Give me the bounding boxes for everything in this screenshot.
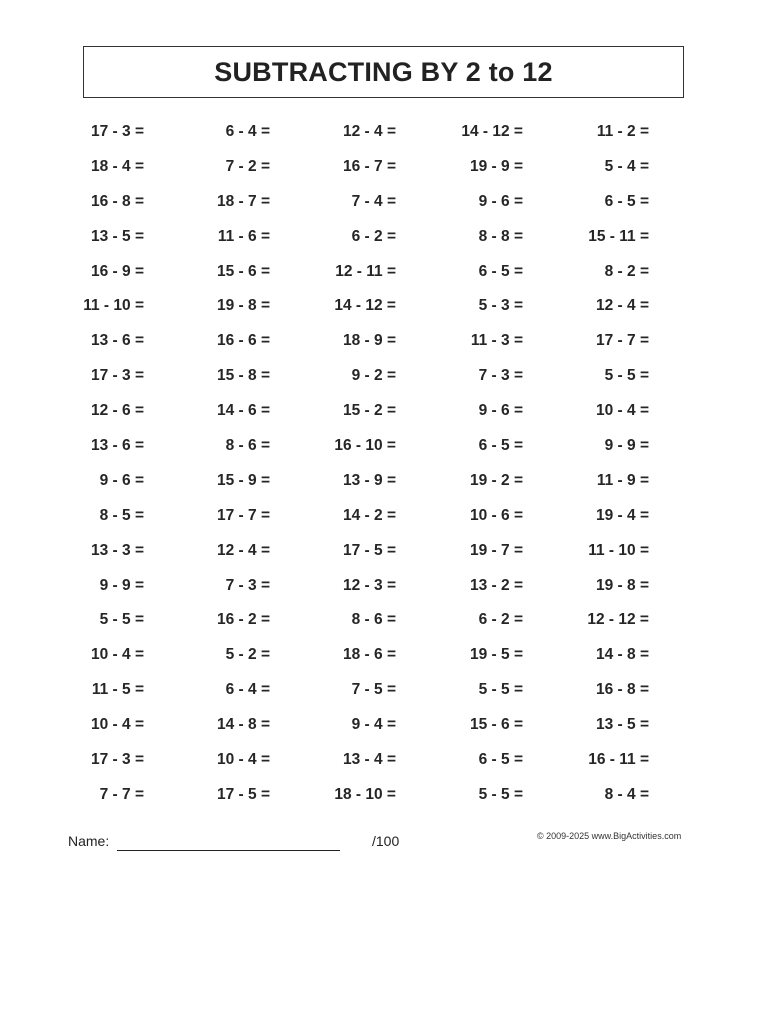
problem: 8 - 6 = <box>225 437 270 455</box>
problem: 18 - 9 = <box>343 332 396 350</box>
problem: 12 - 12 = <box>587 611 649 629</box>
problem-row <box>0 673 768 708</box>
problem: 15 - 6 = <box>470 716 523 734</box>
problem: 8 - 6 = <box>351 611 396 629</box>
problem: 16 - 7 = <box>343 157 396 175</box>
problem-grid <box>0 115 768 813</box>
problem: 12 - 4 = <box>596 297 649 315</box>
problem: 11 - 2 = <box>596 123 649 140</box>
problem: 16 - 8 = <box>91 192 144 210</box>
problem: 13 - 4 = <box>343 751 396 769</box>
problem-row <box>0 638 768 673</box>
problem: 9 - 6 = <box>99 471 144 489</box>
problem: 7 - 5 = <box>351 681 396 699</box>
problem-row <box>0 603 768 638</box>
problem: 5 - 2 = <box>225 646 270 664</box>
problem: 13 - 6 = <box>91 437 144 455</box>
problem-row <box>0 289 768 324</box>
problem: 12 - 4 = <box>217 541 270 559</box>
problem-row <box>0 429 768 464</box>
problem: 11 - 9 = <box>596 471 649 489</box>
problem: 19 - 9 = <box>470 157 523 175</box>
problem: 14 - 8 = <box>217 716 270 734</box>
problem: 13 - 3 = <box>91 541 144 559</box>
problem-row <box>0 778 768 813</box>
problem: 18 - 4 = <box>91 157 144 175</box>
title-box <box>83 46 684 98</box>
problem: 16 - 6 = <box>217 332 270 350</box>
problem: 14 - 2 = <box>343 506 396 524</box>
problem: 9 - 9 = <box>604 437 649 455</box>
name-label: Name: <box>68 833 110 849</box>
problem: 6 - 5 = <box>478 262 523 280</box>
problem: 6 - 4 = <box>225 123 270 140</box>
problem-row <box>0 743 768 778</box>
problem: 11 - 5 = <box>91 681 144 699</box>
problem: 17 - 5 = <box>217 785 270 803</box>
problem: 18 - 6 = <box>343 646 396 664</box>
problem: 13 - 6 = <box>91 332 144 350</box>
problem-row <box>0 394 768 429</box>
problem-row <box>0 534 768 569</box>
problem: 6 - 4 = <box>225 681 270 699</box>
problem: 16 - 11 = <box>588 751 649 769</box>
problem: 15 - 2 = <box>343 402 396 420</box>
problem-row <box>0 115 768 150</box>
problem: 11 - 3 = <box>470 332 523 350</box>
problem: 10 - 6 = <box>470 506 523 524</box>
problem: 15 - 11 = <box>588 227 649 245</box>
problem: 9 - 4 = <box>351 716 396 734</box>
problem: 5 - 5 = <box>604 367 649 385</box>
page-title: SUBTRACTING BY 2 to 12 <box>214 56 553 87</box>
problem: 9 - 2 = <box>351 367 396 385</box>
problem-row <box>0 220 768 255</box>
problem: 12 - 6 = <box>91 402 144 420</box>
problem: 9 - 6 = <box>478 402 523 420</box>
problem: 9 - 6 = <box>478 192 523 210</box>
problem: 12 - 3 = <box>343 576 396 594</box>
problem: 10 - 4 = <box>91 716 144 734</box>
problem: 7 - 3 = <box>225 576 270 594</box>
problem: 17 - 3 = <box>91 123 144 140</box>
problem: 8 - 2 = <box>604 262 649 280</box>
problem: 6 - 2 = <box>351 227 396 245</box>
problem: 13 - 5 = <box>596 716 649 734</box>
problem: 14 - 6 = <box>217 402 270 420</box>
problem: 17 - 3 = <box>91 751 144 769</box>
problem: 5 - 4 = <box>604 157 649 175</box>
problem: 6 - 5 = <box>604 192 649 210</box>
problem: 13 - 9 = <box>343 471 396 489</box>
problem: 6 - 5 = <box>478 751 523 769</box>
problem: 13 - 2 = <box>470 576 523 594</box>
problem-row <box>0 150 768 185</box>
problem: 14 - 8 = <box>596 646 649 664</box>
problem: 5 - 3 = <box>478 297 523 315</box>
problem: 16 - 2 = <box>217 611 270 629</box>
problem: 19 - 4 = <box>596 506 649 524</box>
problem: 8 - 4 = <box>604 785 649 803</box>
problem: 5 - 5 = <box>99 611 144 629</box>
problem: 12 - 4 = <box>343 123 396 140</box>
problem: 15 - 6 = <box>217 262 270 280</box>
problem: 17 - 7 = <box>596 332 649 350</box>
problem: 7 - 3 = <box>478 367 523 385</box>
footer <box>0 826 768 856</box>
problem-row <box>0 359 768 394</box>
problem: 8 - 8 = <box>478 227 523 245</box>
problem-row <box>0 499 768 534</box>
score-total: /100 <box>372 833 400 849</box>
problem: 19 - 7 = <box>470 541 523 559</box>
problem: 11 - 10 = <box>588 541 649 559</box>
problem: 17 - 7 = <box>217 506 270 524</box>
problem: 7 - 7 = <box>99 785 144 803</box>
problem: 15 - 9 = <box>217 471 270 489</box>
problem: 7 - 4 = <box>351 192 396 210</box>
problem-row <box>0 708 768 743</box>
problem: 19 - 8 = <box>217 297 270 315</box>
problem: 19 - 5 = <box>470 646 523 664</box>
problem: 16 - 8 = <box>596 681 649 699</box>
problem: 16 - 10 = <box>334 437 396 455</box>
problem: 15 - 8 = <box>217 367 270 385</box>
problem: 10 - 4 = <box>217 751 270 769</box>
problem: 12 - 11 = <box>335 262 396 280</box>
problem: 6 - 2 = <box>478 611 523 629</box>
problem: 10 - 4 = <box>596 402 649 420</box>
problem: 14 - 12 = <box>334 297 396 315</box>
problem: 6 - 5 = <box>478 437 523 455</box>
problem: 9 - 9 = <box>99 576 144 594</box>
problem: 19 - 8 = <box>596 576 649 594</box>
problem-row <box>0 464 768 499</box>
problem: 5 - 5 = <box>478 681 523 699</box>
name-line <box>117 850 340 851</box>
problem: 18 - 10 = <box>334 785 396 803</box>
problem: 11 - 10 = <box>83 297 144 315</box>
problem: 8 - 5 = <box>99 506 144 524</box>
problem: 11 - 6 = <box>217 227 270 245</box>
problem-row <box>0 569 768 604</box>
problem: 10 - 4 = <box>91 646 144 664</box>
problem: 17 - 5 = <box>343 541 396 559</box>
problem-row <box>0 324 768 359</box>
problem: 16 - 9 = <box>91 262 144 280</box>
problem: 17 - 3 = <box>91 367 144 385</box>
copyright: © 2009-2025 www.BigActivities.com <box>537 831 682 841</box>
problem: 5 - 5 = <box>478 785 523 803</box>
problem: 19 - 2 = <box>470 471 523 489</box>
problem: 14 - 12 = <box>461 123 523 140</box>
problem-row <box>0 185 768 220</box>
problem: 18 - 7 = <box>217 192 270 210</box>
problem: 13 - 5 = <box>91 227 144 245</box>
problem: 7 - 2 = <box>225 157 270 175</box>
problem-row <box>0 255 768 290</box>
